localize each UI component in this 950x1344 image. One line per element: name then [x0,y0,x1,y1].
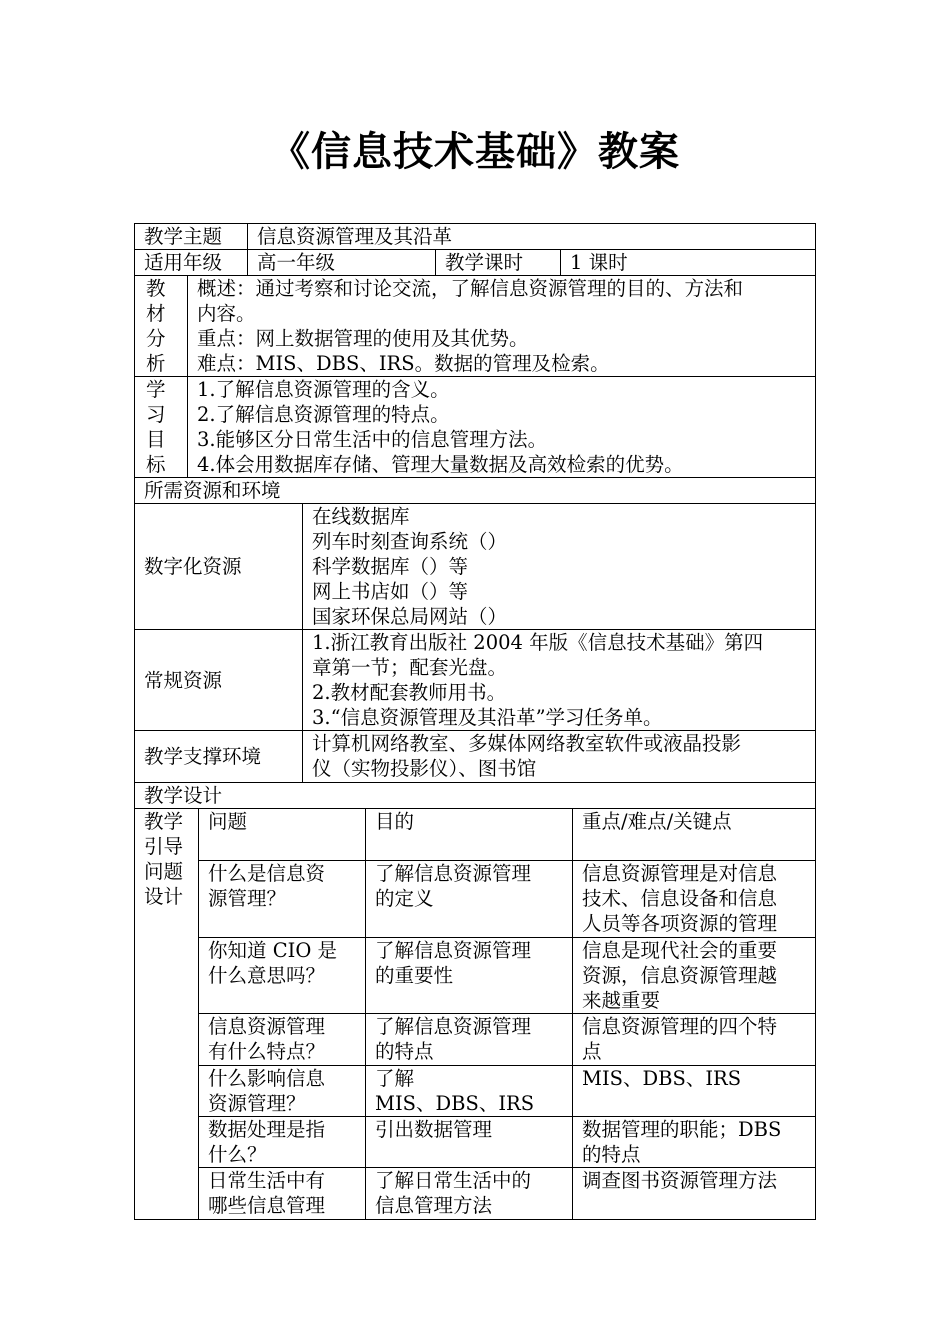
guide-row [135,808,815,1219]
grade-row [135,249,815,275]
keypoint-text: 调查图书资源管理方法 [582,1169,778,1192]
material-line: 难点：MIS、DBS、IRS。数据的管理及检索。 [197,352,610,375]
question-cell [199,861,365,937]
keypoint-text: 人员等各项资源的管理 [582,912,778,935]
digital-content [302,504,815,629]
page-title: 《信息技术基础》教案 [270,129,680,175]
objectives-label-char: 目 [146,428,166,451]
keypoint-cell [572,1066,815,1116]
material-line: 概述：通过考察和讨论交流，了解信息资源管理的目的、方法和 [197,277,744,300]
digital-label: 数字化资源 [144,555,242,578]
keypoint-text: 来越重要 [582,989,661,1012]
grade-value: 高一年级 [247,250,435,275]
lesson-plan-table [134,223,816,1220]
keypoint-text: 信息资源管理的四个特 [582,1015,778,1038]
guide-data-row [199,937,815,1013]
question-cell [199,1066,365,1116]
objective-item: 2.了解信息资源管理的特点。 [197,403,450,426]
question-text: 日常生活中有 [208,1169,326,1192]
question-text: 你知道 CIO 是 [208,939,338,962]
hours-value: 1 课时 [560,250,815,275]
keypoint-text: 信息资源管理是对信息 [582,862,778,885]
digital-item: 国家环保总局网站（） [312,605,508,628]
regular-row [135,629,815,730]
keypoint-text: 的特点 [582,1143,641,1166]
question-text: 什么影响信息 [208,1067,326,1090]
keypoint-text: 点 [582,1040,602,1063]
keypoint-header: 重点/难点/关键点 [572,809,815,860]
design-header-row [135,782,815,808]
hours-label: 教学课时 [435,250,560,275]
question-cell [199,938,365,1013]
purpose-text: 了解信息资源管理 [375,939,532,962]
objective-item: 3.能够区分日常生活中的信息管理方法。 [197,428,548,451]
material-label-char: 析 [146,352,166,375]
regular-label: 常规资源 [144,668,223,692]
question-cell [199,1168,365,1219]
objective-item: 4.体会用数据库存储、管理大量数据及高效检索的优势。 [197,453,684,476]
purpose-text: 了解日常生活中的 [375,1169,532,1192]
material-line: 重点：网上数据管理的使用及其优势。 [197,327,529,350]
guide-header-row [199,809,815,860]
purpose-cell [365,1168,572,1219]
guide-label-line: 引导 [144,835,184,858]
keypoint-cell [572,1117,815,1167]
material-label-char: 教 [146,277,166,300]
purpose-cell [365,938,572,1013]
regular-item: 2.教材配套教师用书。 [312,681,507,704]
guide-data-row [199,1116,815,1167]
regular-item: 章第一节；配套光盘。 [312,656,508,679]
purpose-text: 了解信息资源管理 [375,1015,532,1038]
topic-label: 教学主题 [144,225,223,248]
material-label [135,276,187,376]
topic-value: 信息资源管理及其沿革 [247,224,815,249]
question-cell [199,1014,365,1065]
question-cell [199,1117,365,1167]
keypoint-cell [572,1168,815,1219]
question-text: 资源管理？ [208,1092,306,1115]
material-label-char: 分 [146,327,166,350]
question-text: 哪些信息管理 [208,1194,326,1217]
purpose-text: 的定义 [375,887,434,910]
guide-label-line: 问题 [144,860,184,883]
keypoint-text: 信息是现代社会的重要 [582,939,778,962]
guide-label-line: 教学 [144,810,184,833]
keypoint-text: 资源，信息资源管理越 [582,964,778,987]
environment-label: 教学支撑环境 [144,745,262,768]
objectives-row [135,376,815,477]
environment-line: 仪（实物投影仪）、图书馆 [312,757,537,780]
material-line: 内容。 [197,302,256,325]
purpose-cell [365,1066,572,1116]
resources-header-row [135,477,815,503]
purpose-cell [365,1117,572,1167]
digital-item: 列车时刻查询系统（） [312,530,508,553]
keypoint-cell [572,1014,815,1065]
digital-item: 网上书店如（）等 [312,580,469,603]
question-text: 信息资源管理 [208,1015,326,1038]
material-row [135,275,815,376]
digital-item: 在线数据库 [312,505,410,528]
purpose-text: 了解信息资源管理 [375,862,532,885]
guide-data-row [199,1065,815,1116]
question-text: 什么意思吗？ [208,964,326,987]
keypoint-cell [572,861,815,937]
environment-row [135,730,815,782]
purpose-text: 的特点 [375,1040,434,1063]
question-text: 什么？ [208,1143,267,1166]
guide-data-row [199,1013,815,1065]
purpose-text: 了解 [375,1067,415,1090]
grade-label: 适用年级 [144,251,223,274]
question-text: 有什么特点？ [208,1040,326,1063]
objectives-label-char: 标 [146,453,166,476]
keypoint-text: 数据管理的职能；DBS [582,1118,782,1141]
objectives-label-char: 习 [146,403,166,426]
guide-label [135,809,198,1219]
environment-content [302,731,815,782]
material-content [187,276,815,376]
purpose-cell [365,1014,572,1065]
keypoint-cell [572,938,815,1013]
environment-line: 计算机网络教室、多媒体网络教室软件或液晶投影 [312,732,742,755]
objectives-label [135,377,187,477]
resources-header: 所需资源和环境 [144,479,281,502]
keypoint-text: MIS、DBS、IRS [582,1067,742,1090]
purpose-header: 目的 [365,809,572,860]
keypoint-text: 技术、信息设备和信息 [582,887,778,910]
purpose-text: 引出数据管理 [375,1118,493,1141]
guide-label-line: 设计 [144,885,184,908]
guide-data-row [199,860,815,937]
objectives-content [187,377,815,477]
question-text: 什么是信息资 [208,862,326,885]
purpose-cell [365,861,572,937]
design-header: 教学设计 [144,784,223,807]
objectives-label-char: 学 [146,378,166,401]
purpose-text: 的重要性 [375,964,454,987]
purpose-text: 信息管理方法 [375,1194,493,1217]
purpose-text: MIS、DBS、IRS [375,1092,535,1115]
regular-item: 3.“信息资源管理及其沿革”学习任务单。 [312,706,663,729]
guide-table [198,809,815,1219]
digital-item: 科学数据库（）等 [312,555,469,578]
regular-item: 1.浙江教育出版社 2004 年版《信息技术基础》第四 [312,631,764,654]
regular-content [302,630,815,730]
question-header: 问题 [208,810,248,833]
guide-data-row [199,1167,815,1219]
objective-item: 1.了解信息资源管理的含义。 [197,378,450,401]
question-text: 数据处理是指 [208,1118,326,1141]
digital-row [135,503,815,629]
question-text: 源管理？ [208,887,287,910]
topic-row [135,224,815,249]
material-label-char: 材 [146,302,166,325]
